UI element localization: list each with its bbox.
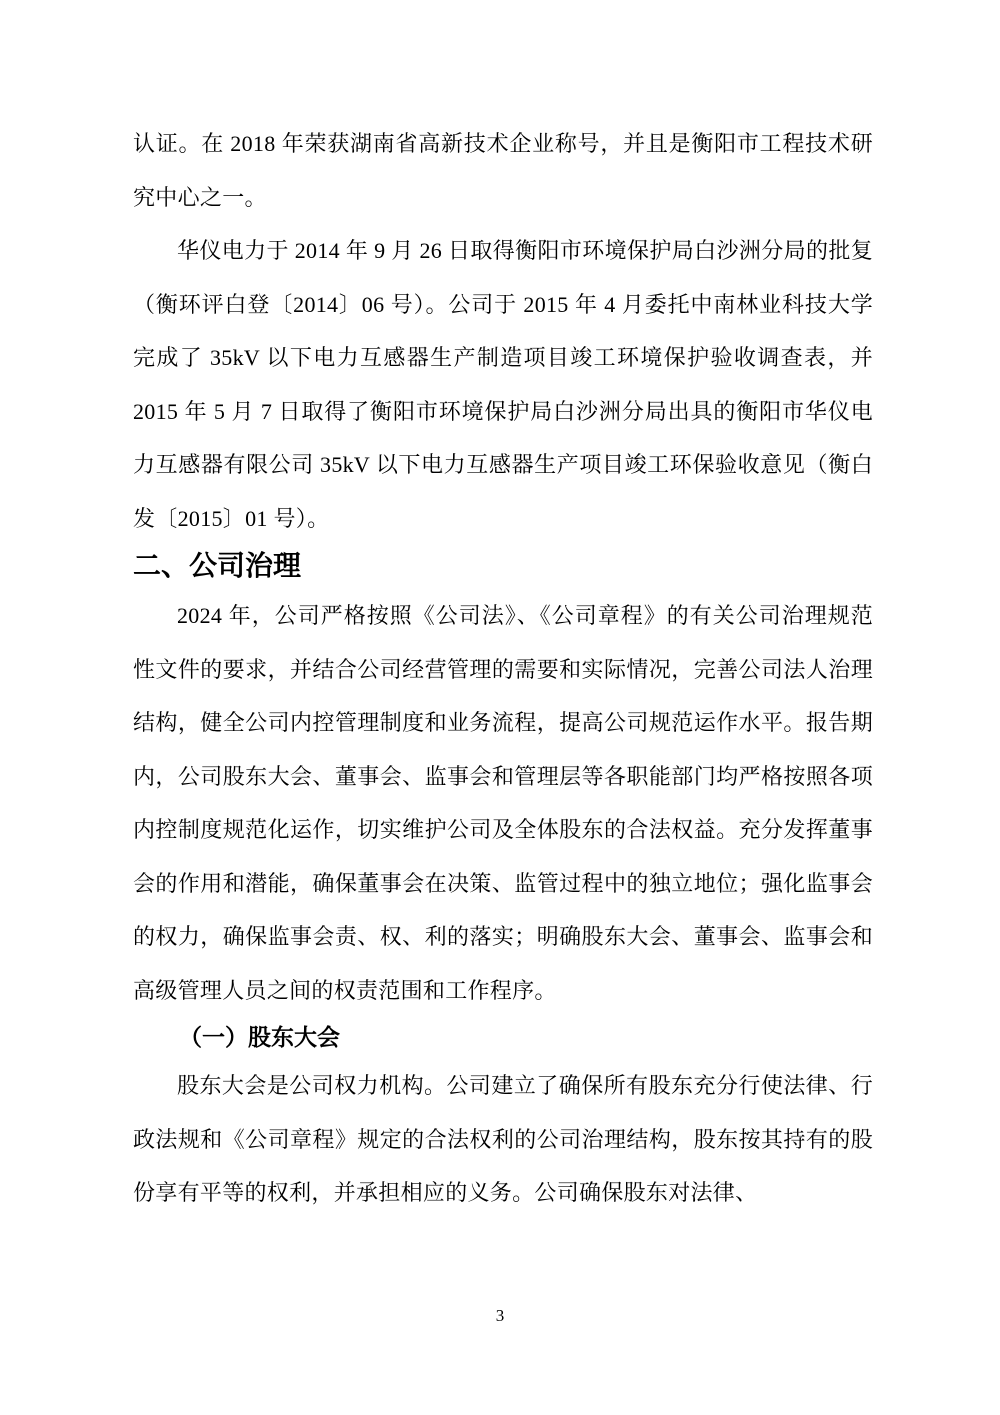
- page-content: [133, 0, 873, 1220]
- paragraph-environmental-approval: 华仪电力于 2014 年 9 月 26 日取得衡阳市环境保护局白沙洲分局的批复（衡环评白登〔2014〕06 号）。公司于 2015 年 4 月委托中南林业科技大学完成了 35kV 以下电力互感器生产制造项目竣工环境保护验收调查表，并 2015 年 5 月 7 日取得了衡阳市环境保护局白沙洲分局出具的衡阳市华仪电力互感器有限公司 35kV 以下电力互感器生产项目竣工环保验收意见（衡白发〔2015〕01 号）。: [133, 238, 873, 531]
- paragraph-shareholders-meeting: 股东大会是公司权力机构。公司建立了确保所有股东充分行使法律、行政法规和《公司章程》规定的合法权利的公司治理结构，股东按其持有的股份享有平等的权利，并承担相应的义务。公司确保股东对法律、: [133, 1073, 873, 1205]
- paragraph-certification: 认证。在 2018 年荣获湖南省高新技术企业称号，并且是衡阳市工程技术研究中心之一。: [133, 131, 873, 210]
- paragraph-governance: 2024 年，公司严格按照《公司法》、《公司章程》的有关公司治理规范性文件的要求，并结合公司经营管理的需要和实际情况，完善公司法人治理结构，健全公司内控管理制度和业务流程，提高公司规范运作水平。报告期内，公司股东大会、董事会、监事会和管理层等各职能部门均严格按照各项内控制度规范化运作，切实维护公司及全体股东的合法权益。充分发挥董事会的作用和潜能，确保董事会在决策、监管过程中的独立地位；强化监事会的权力，确保监事会责、权、利的落实；明确股东大会、董事会、监事会和高级管理人员之间的权责范围和工作程序。: [133, 603, 873, 1003]
- page-number: 3: [495, 1306, 505, 1325]
- section-heading-corporate-governance: 二、公司治理: [133, 551, 302, 582]
- subsection-heading-shareholders-meeting: （一）股东大会: [179, 1025, 340, 1050]
